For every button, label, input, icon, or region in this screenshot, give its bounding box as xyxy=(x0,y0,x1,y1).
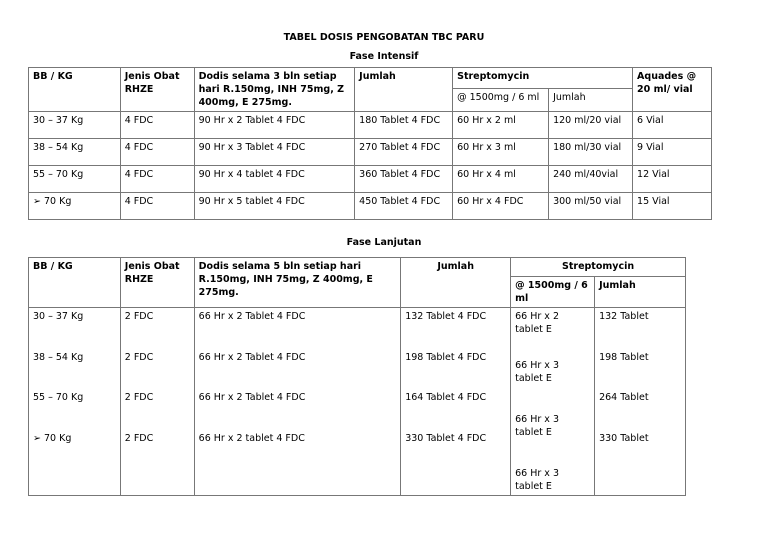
cell-dosis: 66 Hr x 2 tablet 4 FDC xyxy=(198,433,305,444)
cell-dosis: 90 Hr x 5 tablet 4 FDC xyxy=(194,193,355,220)
header-dosis: Dodis selama 5 bln setiap hari R.150mg, INH 75mg, Z 400mg, E 275mg. xyxy=(194,258,401,308)
table-header-row xyxy=(29,258,686,277)
cell-strep-dose: 60 Hr x 2 ml xyxy=(453,112,549,139)
header-jenis: Jenis Obat RHZE xyxy=(120,68,194,112)
cell-aquades: 12 Vial xyxy=(633,166,712,193)
cell-bb: ➢ 70 Kg xyxy=(29,193,121,220)
cell-jumlah: 180 Tablet 4 FDC xyxy=(355,112,453,139)
cell-dosis: 90 Hr x 3 Tablet 4 FDC xyxy=(194,139,355,166)
continuation-phase-table xyxy=(28,257,686,496)
cell-bb: 38 – 54 Kg xyxy=(29,139,121,166)
header-bb: BB / KG xyxy=(29,258,121,308)
cell-strep-jumlah: 198 Tablet xyxy=(599,352,649,363)
cell-bb: 30 – 37 Kg xyxy=(29,112,121,139)
table-row xyxy=(29,166,712,193)
cell-dosis: 90 Hr x 2 Tablet 4 FDC xyxy=(194,112,355,139)
header-streptomycin: Streptomycin xyxy=(511,258,686,277)
intensive-phase-title: Fase Intensif xyxy=(349,51,419,62)
cell-strep-jumlah: 240 ml/40vial xyxy=(549,166,633,193)
cell-aquades: 9 Vial xyxy=(633,139,712,166)
header-jumlah: Jumlah xyxy=(355,68,453,112)
cell-bb: 30 – 37 Kg xyxy=(33,311,84,322)
cell-jumlah: 450 Tablet 4 FDC xyxy=(355,193,453,220)
table-row xyxy=(29,139,712,166)
cell-dosis: 66 Hr x 2 Tablet 4 FDC xyxy=(198,311,306,322)
cell-strep-dose: 66 Hr x 3 tablet E xyxy=(515,360,559,384)
cell-strep-dose: 60 Hr x 4 FDC xyxy=(453,193,549,220)
header-strep-dose: @ 1500mg / 6 ml xyxy=(453,89,549,112)
header-dosis: Dodis selama 3 bln setiap hari R.150mg, INH 75mg, Z 400mg, E 275mg. xyxy=(194,68,355,112)
table-row xyxy=(29,112,712,139)
header-streptomycin: Streptomycin xyxy=(453,68,633,89)
cell-strep-dose: 60 Hr x 3 ml xyxy=(453,139,549,166)
cell-dosis: 66 Hr x 2 Tablet 4 FDC xyxy=(198,392,306,403)
body-jenis-column xyxy=(120,308,194,496)
document-title: TABEL DOSIS PENGOBATAN TBC PARU xyxy=(283,32,485,43)
body-bb-column xyxy=(29,308,121,496)
cell-strep-jumlah: 132 Tablet xyxy=(599,311,649,322)
cell-bb: 38 – 54 Kg xyxy=(33,352,84,363)
header-jenis: Jenis Obat RHZE xyxy=(120,258,194,308)
table-row xyxy=(29,193,712,220)
cell-jumlah: 132 Tablet 4 FDC xyxy=(405,311,487,322)
header-bb: BB / KG xyxy=(29,68,121,112)
header-strep-jumlah: Jumlah xyxy=(549,89,633,112)
cell-jenis: 2 FDC xyxy=(124,392,154,403)
header-strep-jumlah: Jumlah xyxy=(595,277,686,308)
table-header-row xyxy=(29,68,712,89)
body-jumlah-column xyxy=(401,308,511,496)
cell-jumlah: 360 Tablet 4 FDC xyxy=(355,166,453,193)
cell-jumlah: 164 Tablet 4 FDC xyxy=(405,392,487,403)
cell-jenis: 4 FDC xyxy=(120,193,194,220)
cell-jenis: 4 FDC xyxy=(120,112,194,139)
cell-bb: 55 – 70 Kg xyxy=(33,392,84,403)
cell-aquades: 15 Vial xyxy=(633,193,712,220)
cell-jenis: 2 FDC xyxy=(124,311,154,322)
cell-strep-dose: 66 Hr x 3 tablet E xyxy=(515,468,559,492)
cell-dosis: 66 Hr x 2 Tablet 4 FDC xyxy=(198,352,306,363)
cell-strep-jumlah: 264 Tablet xyxy=(599,392,649,403)
table-body xyxy=(29,308,686,496)
cell-jumlah: 330 Tablet 4 FDC xyxy=(405,433,487,444)
body-dosis-column xyxy=(194,308,401,496)
cell-strep-jumlah: 120 ml/20 vial xyxy=(549,112,633,139)
cell-jumlah: 198 Tablet 4 FDC xyxy=(405,352,487,363)
body-strep-jumlah-column xyxy=(595,308,686,496)
header-jumlah: Jumlah xyxy=(401,258,511,308)
cell-jenis: 2 FDC xyxy=(124,433,154,444)
cell-strep-dose: 66 Hr x 3 tablet E xyxy=(515,414,559,438)
cell-aquades: 6 Vial xyxy=(633,112,712,139)
cell-strep-dose: 66 Hr x 2 tablet E xyxy=(515,311,559,335)
cell-strep-jumlah: 300 ml/50 vial xyxy=(549,193,633,220)
cell-jenis: 4 FDC xyxy=(120,139,194,166)
header-strep-dose: @ 1500mg / 6 ml xyxy=(511,277,595,308)
continuation-phase-title: Fase Lanjutan xyxy=(346,237,422,248)
cell-strep-jumlah: 180 ml/30 vial xyxy=(549,139,633,166)
cell-jumlah: 270 Tablet 4 FDC xyxy=(355,139,453,166)
cell-bb: 55 – 70 Kg xyxy=(29,166,121,193)
header-aquades: Aquades @ 20 ml/ vial xyxy=(633,68,712,112)
body-strep-dose-column xyxy=(511,308,595,496)
intensive-phase-table xyxy=(28,67,712,220)
cell-bb: ➢ 70 Kg xyxy=(33,433,72,444)
cell-jenis: 4 FDC xyxy=(120,166,194,193)
cell-jenis: 2 FDC xyxy=(124,352,154,363)
cell-strep-jumlah: 330 Tablet xyxy=(599,433,649,444)
cell-dosis: 90 Hr x 4 tablet 4 FDC xyxy=(194,166,355,193)
cell-strep-dose: 60 Hr x 4 ml xyxy=(453,166,549,193)
